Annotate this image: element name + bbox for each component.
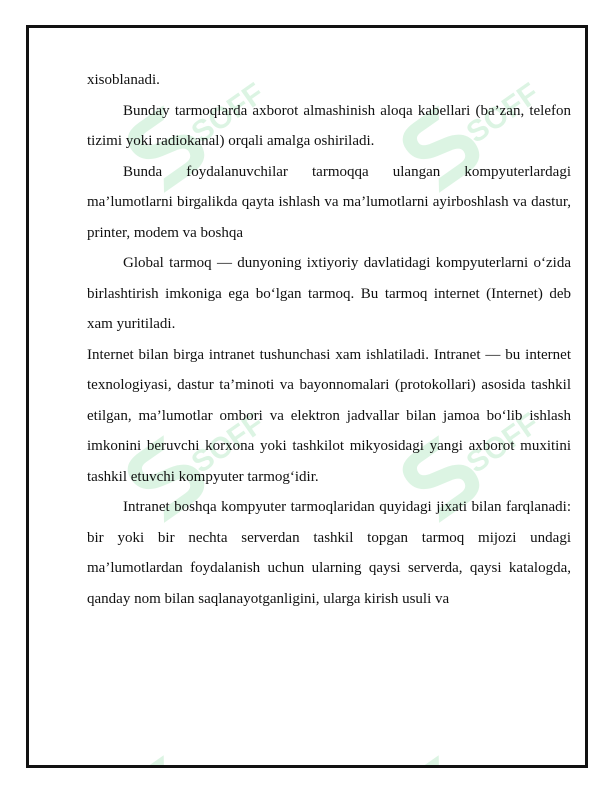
paragraph: Bunda foydalanuvchilar tarmoqqa ulangan kompyuterlardagi ma’lumotlarni birgalikda qayta ishlash va ma’lumotlarni ayirboshlash va dastur, printer, modem va boshqa [87,163,571,241]
document-body [87,65,571,614]
paragraph: Global tarmoq — dunyoning ixtiyoriy davlatidagi kompyuterlarni o‘zida birlashtirish imkoniga ega bo‘lgan tarmoq. Bu tarmoq internet (Internet) deb xam yuritiladi. [87,255,571,332]
watermark-text: SOFF [185,406,271,480]
paragraph: Bunday tarmoqlarda axborot almashinish aloqa kabellari (ba’zan, telefon tizimi yoki radiokanal) orqali amalga oshiriladi. [87,102,571,149]
watermark-logo [114,718,284,768]
watermark-text: SOFF [460,406,546,480]
page-frame [26,25,588,768]
watermark-text: SOFF [460,76,546,150]
paragraph: Internet bilan birga intranet tushunchasi xam ishlatiladi. Intranet — bu internet texnologiyasi, dastur ta’minoti va bayonnomalari (protokollari) asosida tashkil etilgan, ma’lumotlar ombori va elektron jadvallar bilan jamoa bo‘lib ishlash imkonini beruvchi korxona yoki tashkilot mikyosidagi yangi axborot muxitini tashkil etuvchi kompyuter tarmog‘idir. [87,346,571,485]
paragraph-continuation: xisoblanadi. [87,72,160,88]
watermark-logo [389,718,559,768]
paragraph: Intranet boshqa kompyuter tarmoqlaridan quyidagi jixati bilan farqlanadi: bir yoki bir nechta serverdan tashkil topgan tarmoq mijozi undagi ma’lumotlardan foydalanish uchun ularning qaysi serverda, qaysi katalogda, qanday nom bilan saqlanayotganligini, ularga kirish usuli va [87,499,571,607]
watermark-text: SOFF [185,76,271,150]
